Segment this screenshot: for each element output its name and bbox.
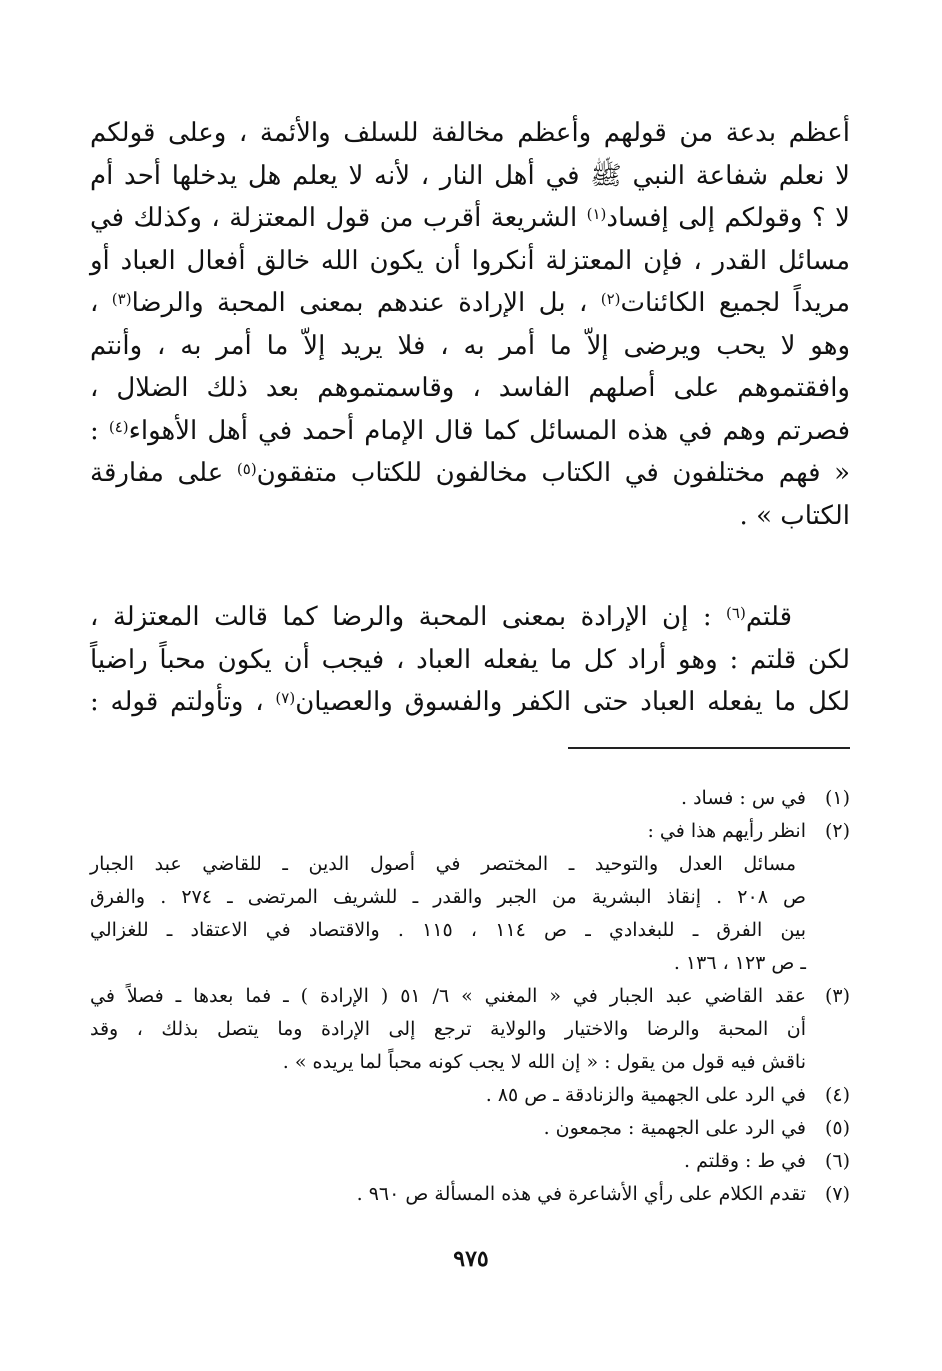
para2-line-1-part-b: : إن الإرادة بمعنى المحبة والرضا كما قالت المعتزلة ، [90,602,712,632]
main-line-2: لا نعلم شفاعة النبي ﷺ في أهل النار ، لأنه لا يعلم هل يدخلها أحد أم [90,160,850,191]
main-line-7: وافقتموهم على أصلهم الفاسد ، وقاسمتموهم بعد ذلك الضلال ، [90,373,850,403]
second-paragraph [90,596,850,724]
footnote-7 [90,1178,850,1211]
main-line-5-part-b: ، بل الإرادة عندهم بمعنى المحبة والرضا [131,288,588,318]
footnote-ref-5[interactable]: (٥) [236,460,257,478]
para2-line-2: لكن قلتم : وهو أراد كل ما يفعله العباد ، فيجب أن يكون محباً راضياً [90,644,850,675]
para2-line-3-part-b: ، وتأولتم قوله : [90,687,264,717]
footnote-line: مسائل العدل والتوحيد ـ المختصر في أصول الدين ـ للقاضي عبد الجبار [90,853,796,875]
footnote-number: (٥) [824,1117,850,1139]
main-line-8-part-a: فصرتم وهم في هذه المسائل كما قال الإمام أحمد في أهل الأهواء [128,415,851,446]
footnote-text [90,1079,806,1112]
footnote-text [90,1112,806,1145]
main-line-6: وهو لا يحب ويرضى إلاّ ما أمر به ، فلا يريد إلاّ ما أمر به ، وأنتم [90,330,850,361]
footnote-text [90,1178,806,1211]
footnote-number: (٧) [824,1183,850,1205]
footnote-line: ـ ص ١٢٣ ، ١٣٦ . [673,952,806,974]
main-line-8-part-b: : [90,415,99,446]
footnote-number: (٢) [824,820,850,842]
footnote-number: (٣) [824,985,850,1007]
footnote-text [90,980,806,1079]
footnote-line: انظر رأيهم هذا في : [647,820,806,842]
footnote-1 [90,782,850,815]
footnote-line: ص ٢٠٨ . إنقاذ البشرية من الجبر والقدر ـ للشريف المرتضى ـ ٢٧٤ . والفرق [90,886,807,908]
page-number: ٩٧٥ [453,1246,489,1272]
main-line-3 [90,197,850,240]
main-line-8 [90,410,850,453]
footnote-ref-3[interactable]: (٣) [111,290,132,308]
footnote-separator [568,747,850,749]
footnotes-section [90,782,850,1211]
footnote-line: في الرد على الجهمية والزنادقة ـ ص ٨٥ . [485,1084,806,1106]
footnote-line: في ط : وقلتم . [683,1150,806,1172]
footnote-ref-7[interactable]: (٧) [275,689,296,707]
footnote-line: في س : فساد . [681,787,806,809]
main-line-9-part-a: « فهم مختلفون في الكتاب مخالفون للكتاب متفقون [256,458,851,488]
footnote-number: (١) [824,787,850,809]
main-line-10: الكتاب » . [739,500,850,531]
main-line-3-part-b: الشريعة أقرب من قول المعتزلة ، وكذلك في [90,203,578,233]
footnote-number: (٤) [824,1084,850,1106]
footnote-text [90,815,806,848]
main-line-3-part-a: لا ؟ وقولكم إلى إفساد [606,203,850,233]
footnote-line: عقد القاضي عبد الجبار في « المغني » ٦/ ٥١ ( الإرادة ) ـ فما بعدها ـ فصلاً في [90,985,806,1007]
footnote-6 [90,1145,850,1178]
main-line-5-part-a: مريداً لجميع الكائنات [620,288,851,318]
footnote-4 [90,1079,850,1112]
footnote-line: أن المحبة والرضا والاختيار والولاية ترجع إلى الإرادة وما يتصل بذلك ، وقد [90,1018,806,1040]
para2-line-1 [90,596,850,639]
footnote-3 [90,980,850,1079]
footnote-2-sources [90,848,850,980]
footnote-5 [90,1112,850,1145]
footnote-text [90,782,806,815]
footnote-ref-1[interactable]: (١) [586,205,607,223]
footnote-number: (٦) [824,1150,850,1172]
main-paragraph [90,112,850,537]
para2-line-3-part-a: لكل ما يفعله العباد حتى الكفر والفسوق والعصيان [295,687,850,717]
footnote-line: في الرد على الجهمية : مجمعون . [543,1117,806,1139]
main-line-9 [90,452,850,495]
main-line-9-part-b: على مفارقة [90,458,224,488]
para2-line-1-part-a: قلتم [745,602,793,632]
footnote-text [90,848,806,980]
footnote-line: ناقش فيه قول من يقول : « إن الله لا يجب كونه محباً لما يريده » . [282,1051,806,1073]
footnote-text [90,1145,806,1178]
footnote-ref-2[interactable]: (٢) [600,290,621,308]
main-line-5-part-c: ، [90,288,99,318]
footnote-line: تقدم الكلام على رأي الأشاعرة في هذه المسألة ص ٩٦٠ . [356,1183,806,1205]
footnote-ref-6[interactable]: (٦) [726,604,746,622]
para2-line-3 [90,681,850,724]
main-line-1: أعظم بدعة من قولهم وأعظم مخالفة للسلف والأئمة ، وعلى قولكم [90,118,850,148]
main-line-5 [90,282,850,325]
main-line-4: مسائل القدر ، فإن المعتزلة أنكروا أن يكون الله خالق أفعال العباد أو [90,245,850,276]
footnote-ref-4[interactable]: (٤) [108,417,129,436]
footnote-2 [90,815,850,848]
footnote-line: بين الفرق ـ للبغدادي ـ ص ١١٤ ، ١١٥ . والاقتصاد في الاعتقاد ـ للغزالي [90,919,807,941]
